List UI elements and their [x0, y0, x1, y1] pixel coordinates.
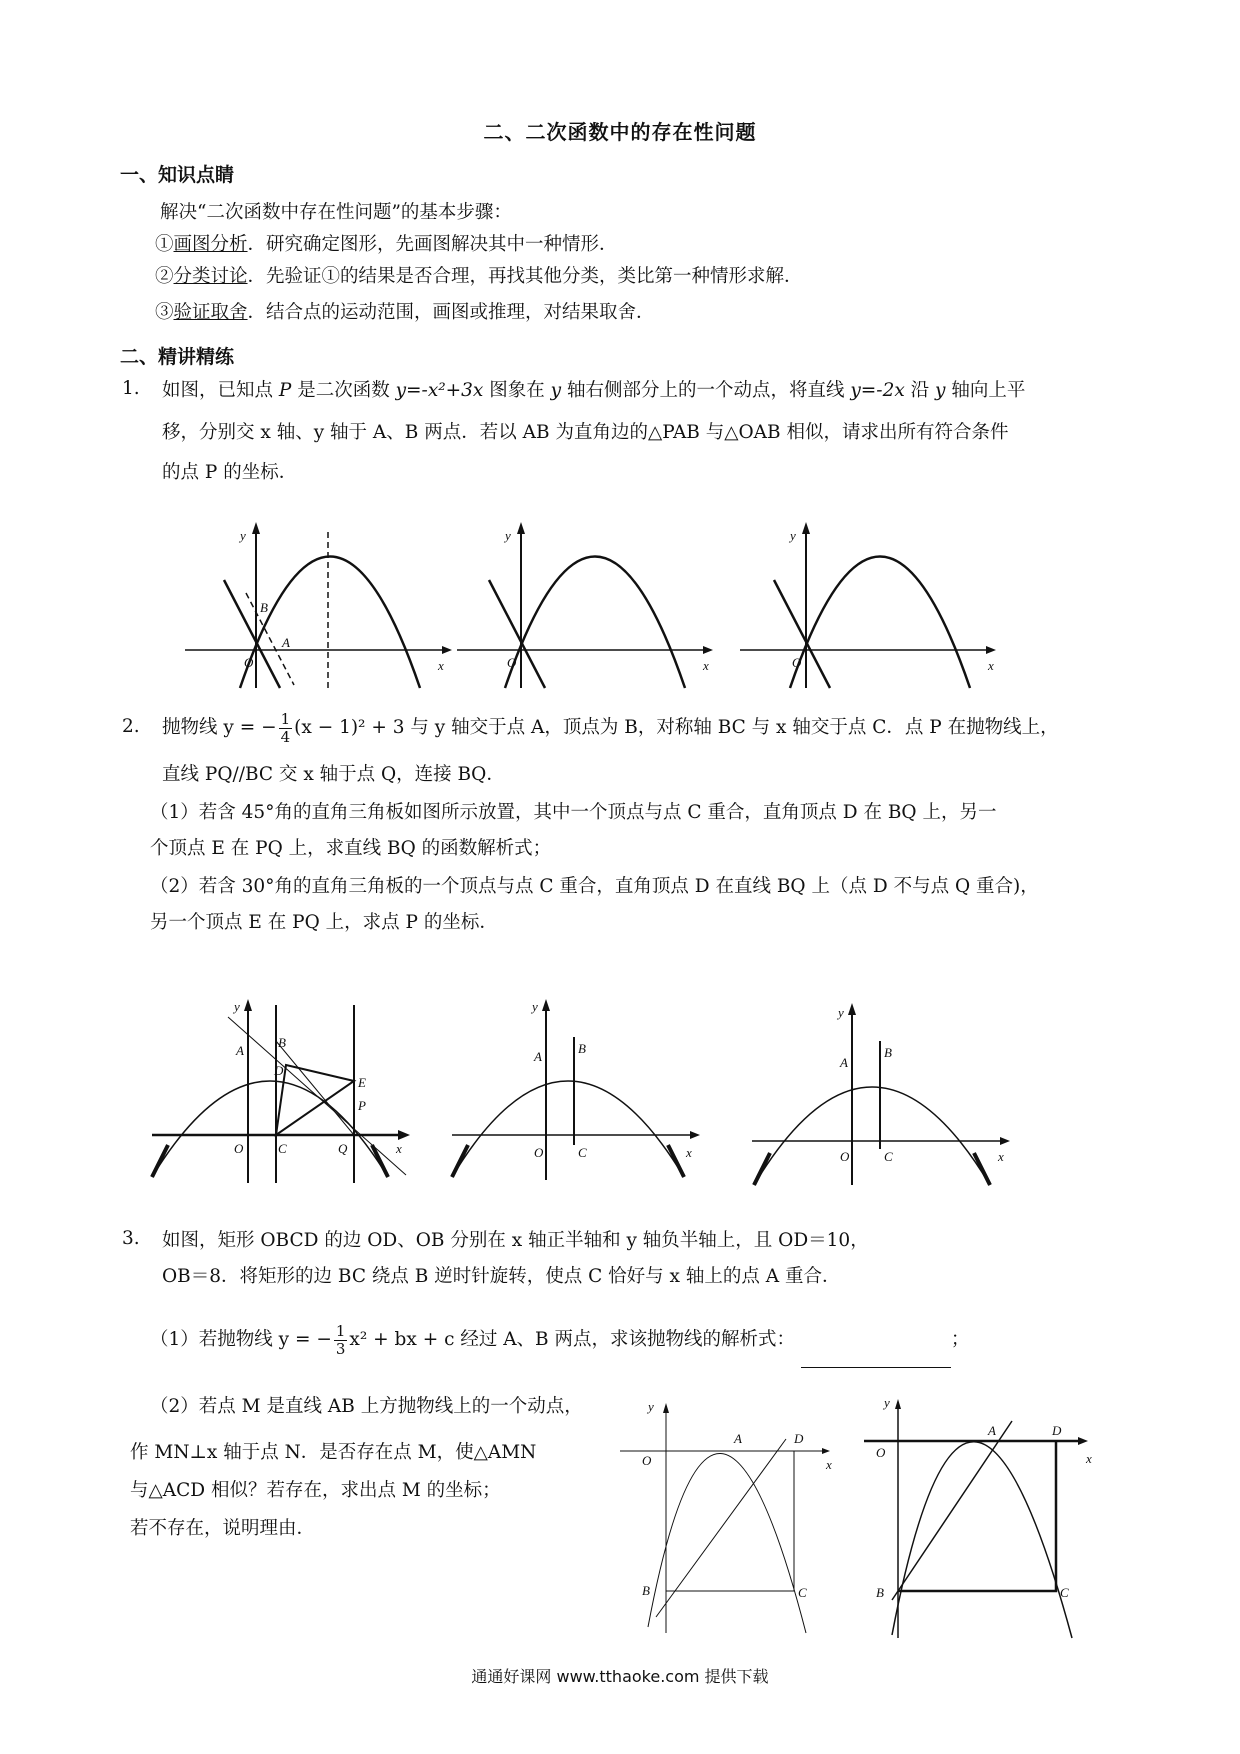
question-1-figure-3	[738, 520, 1013, 690]
svg-text:O: O	[642, 1453, 652, 1468]
fig-label-x: x	[438, 658, 444, 673]
svg-text:C: C	[1060, 1585, 1069, 1600]
step-3: ③验证取舍．结合点的运动范围，画图或推理，对结果取舍．	[155, 302, 655, 323]
question-3-line-2: OB＝8．将矩形的边 BC 绕点 B 逆时针旋转，使点 C 恰好与 x 轴上的点 A 重合．	[162, 1266, 841, 1287]
svg-text:B: B	[578, 1041, 586, 1056]
svg-text:y: y	[532, 999, 538, 1014]
fig-label-y: y	[240, 528, 246, 543]
page-footer: 通通好课网 www.tthaoke.com 提供下载	[471, 1667, 769, 1686]
svg-text:A: A	[734, 1431, 742, 1446]
svg-text:A: A	[840, 1055, 848, 1070]
intro-text: 解决“二次函数中存在性问题”的基本步骤：	[160, 202, 512, 223]
svg-text:y: y	[234, 999, 240, 1014]
svg-text:C: C	[278, 1141, 287, 1156]
question-2-line-2: 直线 PQ//BC 交 x 轴于点 Q，连接 BQ．	[162, 764, 505, 785]
svg-text:B: B	[642, 1583, 650, 1598]
section-heading-knowledge: 一、知识点睛	[120, 164, 235, 186]
svg-text:A: A	[534, 1049, 542, 1064]
svg-text:Q: Q	[338, 1141, 348, 1156]
fig-label-A: A	[282, 635, 290, 650]
svg-text:x: x	[686, 1145, 692, 1160]
question-2-figure-3	[750, 995, 1030, 1195]
question-3-line-1: 如图，矩形 OBCD 的边 OD、OB 分别在 x 轴正半轴和 y 轴负半轴上，且 OD＝10，	[162, 1230, 869, 1251]
page-title: 二、二次函数中的存在性问题	[483, 120, 757, 144]
question-3-part-1: （1）若抛物线 y = − $\frac{1}{3}$ x² + bx + c 经过 A、B 两点，求该抛物线的解析式： ；	[150, 1312, 969, 1368]
question-1-figure-1	[180, 520, 470, 690]
question-2-line-4: 个顶点 E 在 PQ 上，求直线 BQ 的函数解析式；	[150, 838, 552, 859]
question-1-line-2: 移，分别交 x 轴、y 轴于 A、B 两点．若以 AB 为直角边的△PAB 与△OAB 相似，请求出所有符合条件	[162, 422, 1009, 443]
svg-text:C: C	[798, 1585, 807, 1600]
question-3-figure-1	[618, 1395, 848, 1635]
question-3-figure-2	[862, 1395, 1102, 1640]
svg-text:P: P	[358, 1098, 366, 1113]
question-2-number: 2.	[122, 716, 140, 737]
svg-text:C: C	[578, 1145, 587, 1160]
svg-text:x: x	[988, 658, 994, 673]
step-2: ②分类讨论．先验证①的结果是否合理，再找其他分类，类比第一种情形求解．	[155, 266, 803, 287]
svg-text:D: D	[1052, 1423, 1062, 1438]
svg-text:O: O	[507, 655, 517, 670]
svg-text:O: O	[534, 1145, 544, 1160]
svg-text:y: y	[505, 528, 511, 543]
fig-label-B: B	[260, 600, 268, 615]
svg-text:x: x	[826, 1457, 832, 1472]
svg-text:x: x	[396, 1141, 402, 1156]
question-1-line-3: 的点 P 的坐标．	[162, 462, 298, 483]
svg-text:E: E	[358, 1075, 366, 1090]
question-1-number: 1.	[122, 378, 140, 399]
svg-text:y: y	[790, 528, 796, 543]
question-2-line-5: （2）若含 30°角的直角三角板的一个顶点与点 C 重合，直角顶点 D 在直线 BQ 上（点 D 不与点 Q 重合)，	[150, 876, 1039, 897]
svg-text:B: B	[876, 1585, 884, 1600]
fraction-one-quarter: $\frac{1}{4}$	[280, 709, 291, 746]
step-1: ①画图分析．研究确定图形，先画图解决其中一种情形．	[155, 234, 618, 255]
question-3-part-2-line-2: 作 MN⊥x 轴于点 N．是否存在点 M，使△AMN	[130, 1442, 537, 1463]
svg-text:B: B	[278, 1035, 286, 1050]
svg-text:x: x	[998, 1149, 1004, 1164]
svg-text:y: y	[884, 1395, 890, 1410]
answer-blank[interactable]	[801, 1349, 951, 1368]
fig-label-O: O	[244, 655, 254, 670]
svg-text:D: D	[274, 1063, 284, 1078]
question-2-line-3: （1）若含 45°角的直角三角板如图所示放置，其中一个顶点与点 C 重合，直角顶点 D 在 BQ 上，另一	[150, 802, 997, 823]
svg-text:O: O	[876, 1445, 886, 1460]
svg-text:A: A	[236, 1043, 244, 1058]
question-1-line-1: 如图，已知点 P 是二次函数 y=-x²+3x 图象在 y 轴右侧部分上的一个动点，将直线 y=-2x 沿 y 轴向上平	[162, 380, 1026, 401]
fraction-one-third: $\frac{1}{3}$	[335, 1321, 346, 1358]
question-2-line-1: 抛物线 y = − $\frac{1}{4}$ (x − 1)² + 3 与 y 轴交于点 A，顶点为 B，对称轴 BC 与 x 轴交于点 C．点 P 在抛物线上，	[162, 709, 1059, 746]
question-2-figure-2	[450, 995, 715, 1185]
question-2-figure-1	[150, 995, 425, 1185]
svg-text:O: O	[792, 655, 802, 670]
question-1-figure-2	[455, 520, 725, 690]
svg-text:C: C	[884, 1149, 893, 1164]
svg-text:O: O	[234, 1141, 244, 1156]
question-2-line-6: 另一个顶点 E 在 PQ 上，求点 P 的坐标．	[150, 912, 498, 933]
svg-text:D: D	[794, 1431, 804, 1446]
svg-text:A: A	[988, 1423, 996, 1438]
question-3-number: 3.	[122, 1228, 140, 1249]
question-3-part-2-line-4: 若不存在，说明理由．	[130, 1518, 316, 1539]
svg-text:x: x	[1086, 1451, 1092, 1466]
section-heading-practice: 二、精讲精练	[120, 346, 235, 368]
svg-text:y: y	[838, 1005, 844, 1020]
svg-text:y: y	[648, 1399, 654, 1414]
svg-text:O: O	[840, 1149, 850, 1164]
svg-text:x: x	[703, 658, 709, 673]
question-3-part-2-line-1: （2）若点 M 是直线 AB 上方抛物线上的一个动点，	[150, 1396, 583, 1417]
svg-text:B: B	[884, 1045, 892, 1060]
question-3-part-2-line-3: 与△ACD 相似？若存在，求出点 M 的坐标；	[130, 1480, 501, 1501]
